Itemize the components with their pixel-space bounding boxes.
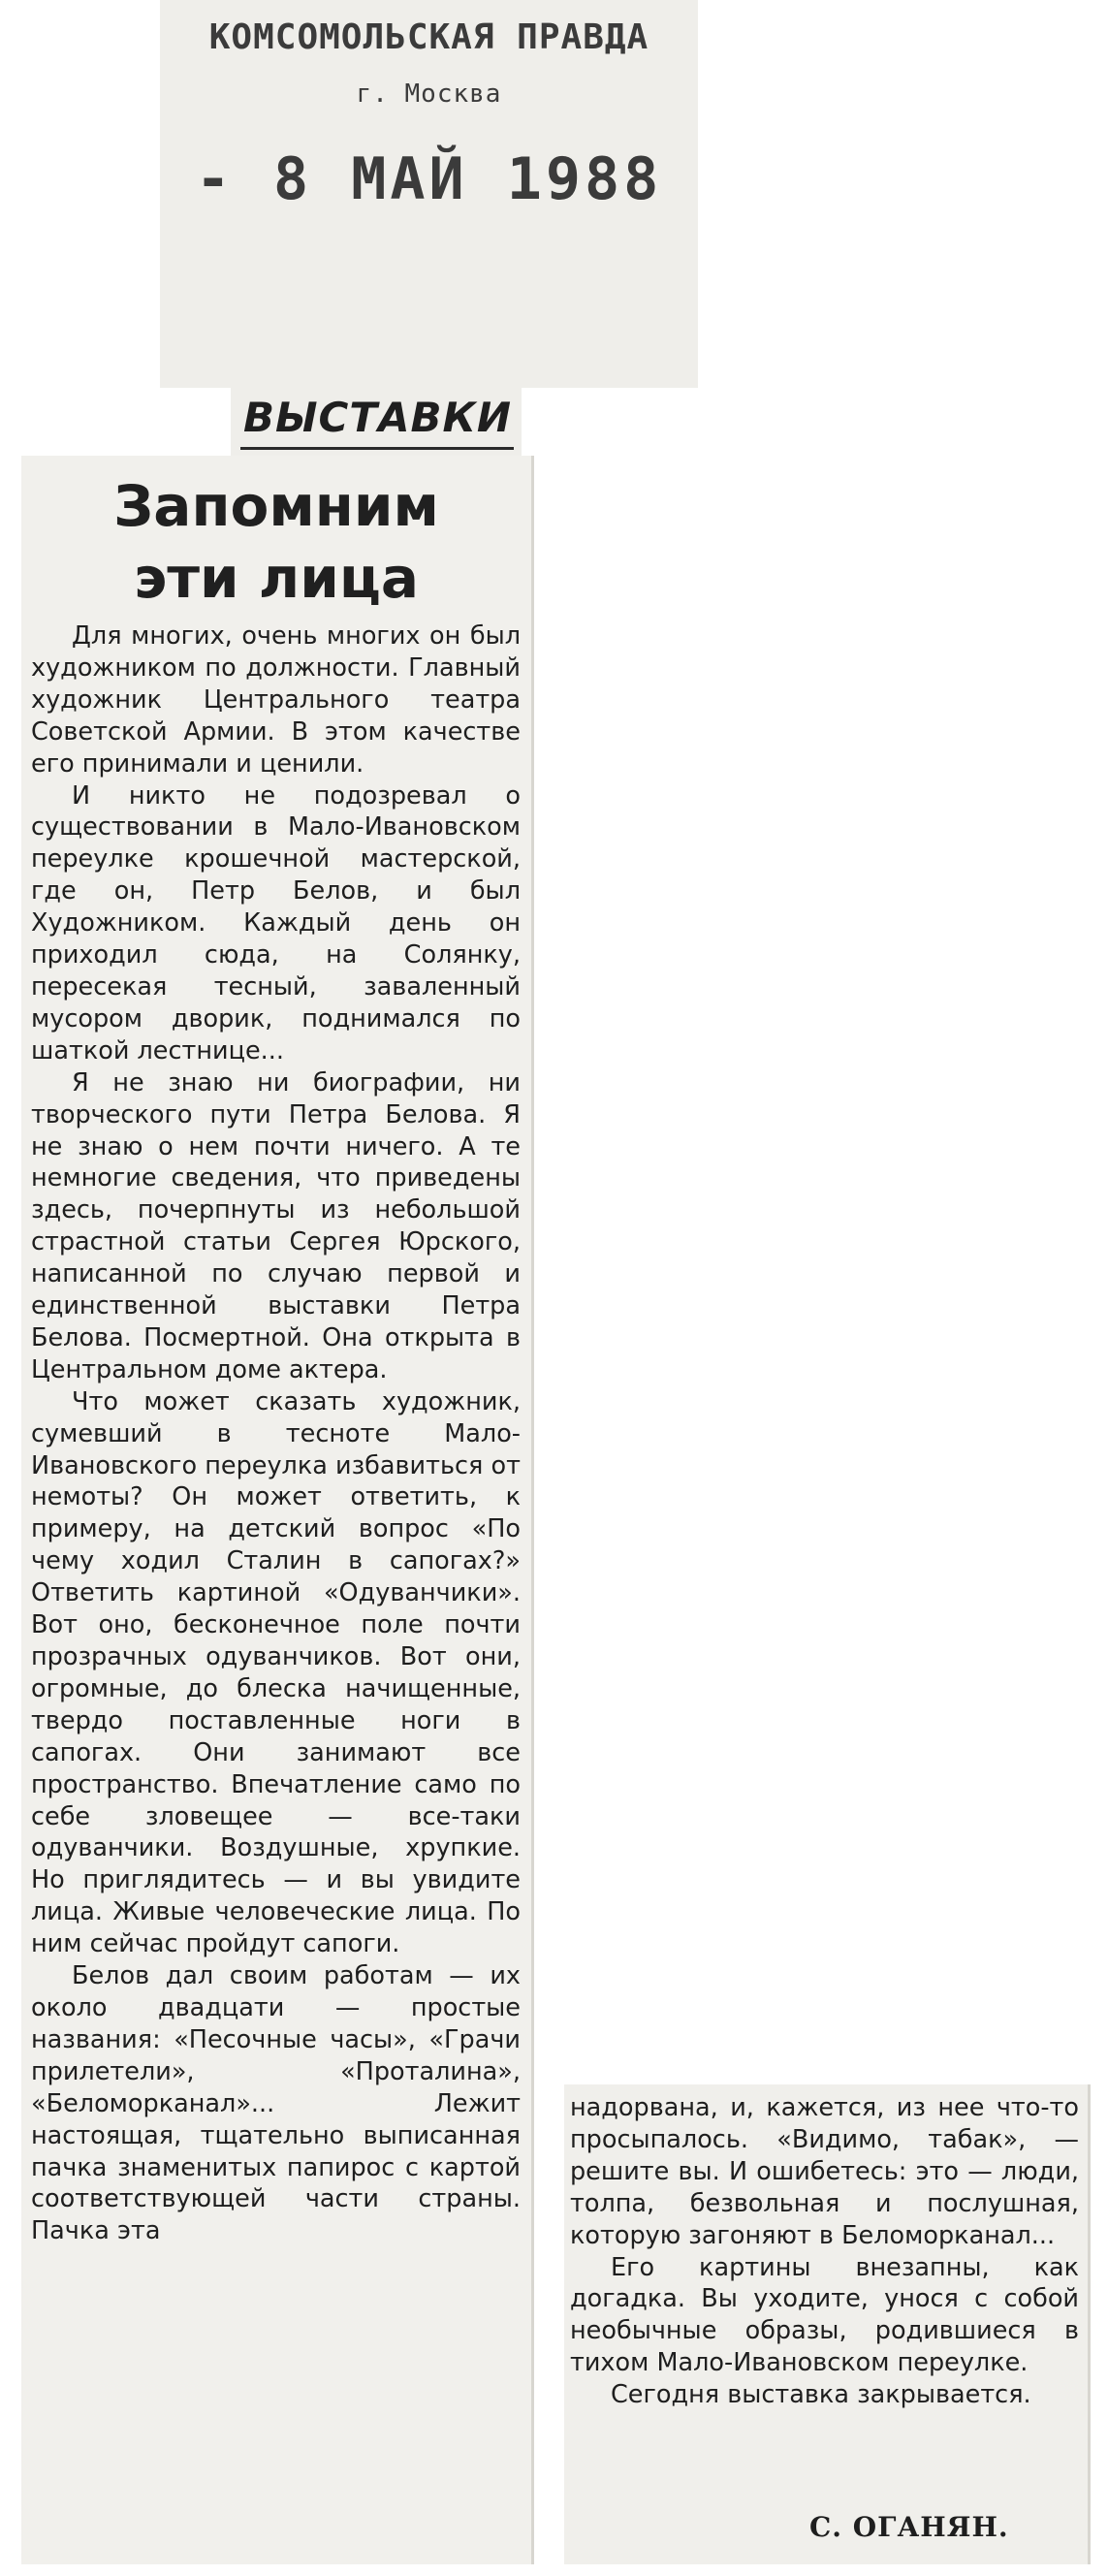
paragraph-8: Сегодня выставка закрывается. [611,2380,1031,2410]
article-body-continuation [570,2092,1079,2411]
paragraph-2: И никто не подозревал о существовании в Мало-Ивановском переулке крошечной мастерской, где он, Петр Белов, и был Художником. Каждый день он приходил сюда, на Солянку, пересекая тесный, заваленный мусором дворик, поднимался по шаткой лестнице... [31,780,521,1065]
newspaper-stamp [160,0,698,388]
headline-line-2: эти лица [133,545,420,611]
clipping-edge-right [1088,2084,1091,2564]
paragraph-1: Для многих, очень многих он был художником по должности. Главный художник Центрального театра Советской Армии. В этом качестве его принимали и ценили. [31,621,521,779]
headline-line-1: Запомним [113,473,439,539]
author-signature: С. ОГАНЯН. [809,2511,1009,2543]
rubric-label: ВЫСТАВКИ [242,394,512,441]
article-body-main [31,620,521,2247]
paragraph-6: надорвана, и, кажется, из нее что-то просыпалось. «Видимо, табак», — решите вы. И ошибетесь: это — люди, толпа, безвольная и послушная, которую загоняют в Беломорканал... [570,2093,1079,2250]
rubric-underline [240,447,514,450]
paragraph-4: Что может сказать художник, сумевший в тесноте Мало-Ивановского переулка избавиться от немоты? Он может ответить, к примеру, на детский вопрос «По чему ходил Сталин в сапогах?» Ответить картиной «Одуванчики». Вот оно, бесконечное поле почти прозрачных одуванчиков. Вот они, огромные, до блеска начищенные, твердо поставленные ноги в сапогах. Они занимают все пространство. Впечатление само по себе зловещее — все-таки одуванчики. Воздушные, хрупкие. Но приглядитесь — и вы увидите лица. Живые человеческие лица. По ним сейчас пройдут сапоги. [31,1386,521,1959]
paragraph-3: Я не знаю ни биографии, ни творческого пути Петра Белова. Я не знаю о нем почти ничего. А те немногие сведения, что приведены здесь, почерпнуты из небольшой страстной статьи Сергея Юрского, написанной по случаю первой и единственной выставки Петра Белова. Посмертной. Она открыта в Центральном доме актера. [31,1067,521,1384]
stamp-newspaper-name: КОМСОМОЛЬСКАЯ ПРАВДА [208,17,649,57]
paragraph-5: Белов дал своим работам — их около двадцати — простые названия: «Песочные часы», «Грачи прилетели», «Проталина», «Беломорканал»... Лежит настоящая, тщательно выписанная пачка знаменитых папирос с картой соответствующей части страны. Пачка эта [31,1961,521,2246]
article-headline [58,470,494,614]
section-rubric [231,386,522,456]
paragraph-7: Его картины внезапны, как догадка. Вы уходите, унося с собой необычные образы, родившиеся в тихом Мало-Ивановском переулке. [570,2252,1079,2378]
stamp-city: г. Москва [356,80,502,109]
clipping-edge [531,456,534,2564]
stamp-date: - 8 МАЙ 1988 [195,145,663,213]
